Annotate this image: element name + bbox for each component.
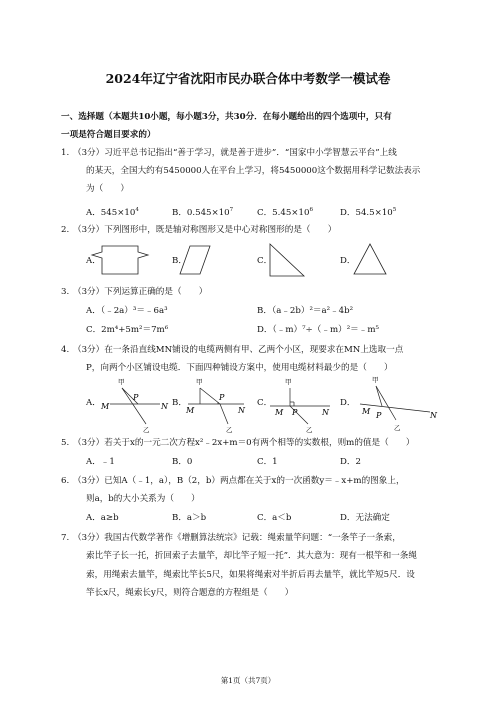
question-text: （3分）习近平总书记指出“善于学习，就是善于进步”．“国家中小学智慧云平台”上线: [73, 148, 397, 158]
diagram-b: [188, 388, 244, 424]
question-text: 索比竿子长一托，折回索子去量竿，却比竿子短一托”．其大意为：现有一根竿和一条绳: [86, 551, 417, 561]
label-m: M: [186, 406, 195, 415]
option-c: C．2m⁴+5m²＝7m⁶: [86, 325, 169, 335]
label-m: M: [101, 402, 110, 411]
question-text: 则a，b的大小关系为（ ）: [86, 494, 200, 504]
question-text: （3分）我国古代数学著作《增删算法统宗》记载：绳索量竿问题：“一条竿子一条索，: [73, 533, 401, 543]
option-b: B．: [172, 256, 187, 266]
option-d: D．（﹣m）⁷÷（﹣m）²＝﹣m⁵: [257, 325, 379, 335]
label-n: N: [161, 402, 168, 411]
label-p: P: [133, 393, 139, 402]
question-number: 2.: [61, 225, 70, 235]
option-a: A．$545\times 10^4$: [86, 207, 139, 218]
option-a: A．﹣1: [86, 457, 115, 467]
question-text: （3分）下列图形中，既是轴对称图形又是中心对称图形的是（ ）: [73, 225, 337, 235]
option-a: A．（﹣2a）³＝﹣6a³: [86, 306, 168, 316]
option-c: C．a＜b: [257, 513, 292, 523]
label-jia: 甲: [196, 378, 203, 386]
question-text: P，向两个小区铺设电缆．下面四种铺设方案中，使用电缆材料最少的是（ ）: [86, 363, 393, 373]
label-m: M: [275, 408, 284, 417]
option-a: A．: [86, 398, 101, 408]
option-b: B．a＞b: [172, 513, 207, 523]
option-c: C．: [257, 256, 273, 266]
option-d: D．: [340, 398, 356, 408]
section-heading-line2: 一项是符合题目要求的）: [61, 130, 156, 140]
label-yi: 乙: [306, 426, 313, 434]
label-n: N: [322, 408, 329, 417]
diagram-c: [270, 388, 330, 424]
option-b: B．$0.545\times 10^7$: [172, 207, 234, 218]
question-text: 的某天，全国大约有5450000人在平台上学习，将5450000这个数据用科学记数法表示: [86, 166, 421, 176]
question-number: 5.: [61, 438, 70, 448]
question-text: （3分）在一条沿直线MN铺设的电缆两侧有甲、乙两个小区，现要求在MN上选取一点: [73, 345, 404, 355]
option-d: D．$54.5\times 10^5$: [340, 207, 397, 218]
question-text: 为（ ）: [86, 184, 129, 194]
question-text: （3分）已知A（﹣1，a），B（2，b）两点都在关于x的一次函数y＝﹣x+m的图象上，: [73, 476, 405, 486]
diagram-d: [360, 386, 430, 420]
option-b: B．（a﹣2b）²＝a²﹣4b²: [257, 306, 354, 316]
label-m: M: [362, 407, 371, 416]
label-jia: 甲: [372, 376, 379, 384]
option-a: A．a≥b: [86, 513, 119, 523]
question-number: 7.: [61, 533, 70, 543]
question-number: 1.: [61, 148, 70, 158]
label-n: N: [238, 406, 245, 415]
question-number: 3.: [61, 287, 70, 297]
label-p: P: [292, 408, 298, 417]
section-heading-line1: 一、选择题（本题共10小题，每小题3分，共30分．在每小题给出的四个选项中，只有: [61, 112, 392, 122]
option-b: B．0: [172, 457, 193, 467]
option-c: C．1: [257, 457, 278, 467]
page-title: 2024年辽宁省沈阳市民办联合体中考数学一模试卷: [105, 71, 391, 86]
label-jia: 甲: [285, 378, 292, 386]
label-yi: 乙: [394, 424, 401, 432]
question-text: （3分）下列运算正确的是（ ）: [73, 287, 208, 297]
question-text: （3分）若关于x的一元二次方程x²﹣2x+m＝0有两个相等的实数根，则m的值是（ ）: [73, 438, 415, 448]
question-text: 竿长x尺，绳索长y尺，则符合题意的方程组是（ ）: [86, 588, 294, 598]
label-p: P: [219, 393, 225, 402]
option-d: D．: [340, 256, 356, 266]
question-number: 4.: [61, 345, 70, 355]
label-yi: 乙: [226, 426, 233, 434]
option-b: B．: [172, 398, 187, 408]
option-a: A．: [86, 256, 101, 266]
question-text: 索，用绳索去量竿，绳索比竿长5尺，如果将绳索对半折后再去量竿，就比竿短5尺．设: [86, 570, 415, 580]
label-n: N: [430, 411, 437, 420]
option-d: D．无法确定: [340, 513, 390, 523]
label-p: P: [376, 411, 382, 420]
page-footer: 第1页（共7页）: [220, 676, 276, 685]
label-yi: 乙: [143, 426, 150, 434]
question-number: 6.: [61, 476, 70, 486]
option-c: C．$5.45\times 10^6$: [257, 207, 313, 218]
option-c: C．: [257, 398, 273, 408]
option-d: D．2: [340, 457, 361, 467]
label-jia: 甲: [118, 378, 125, 386]
